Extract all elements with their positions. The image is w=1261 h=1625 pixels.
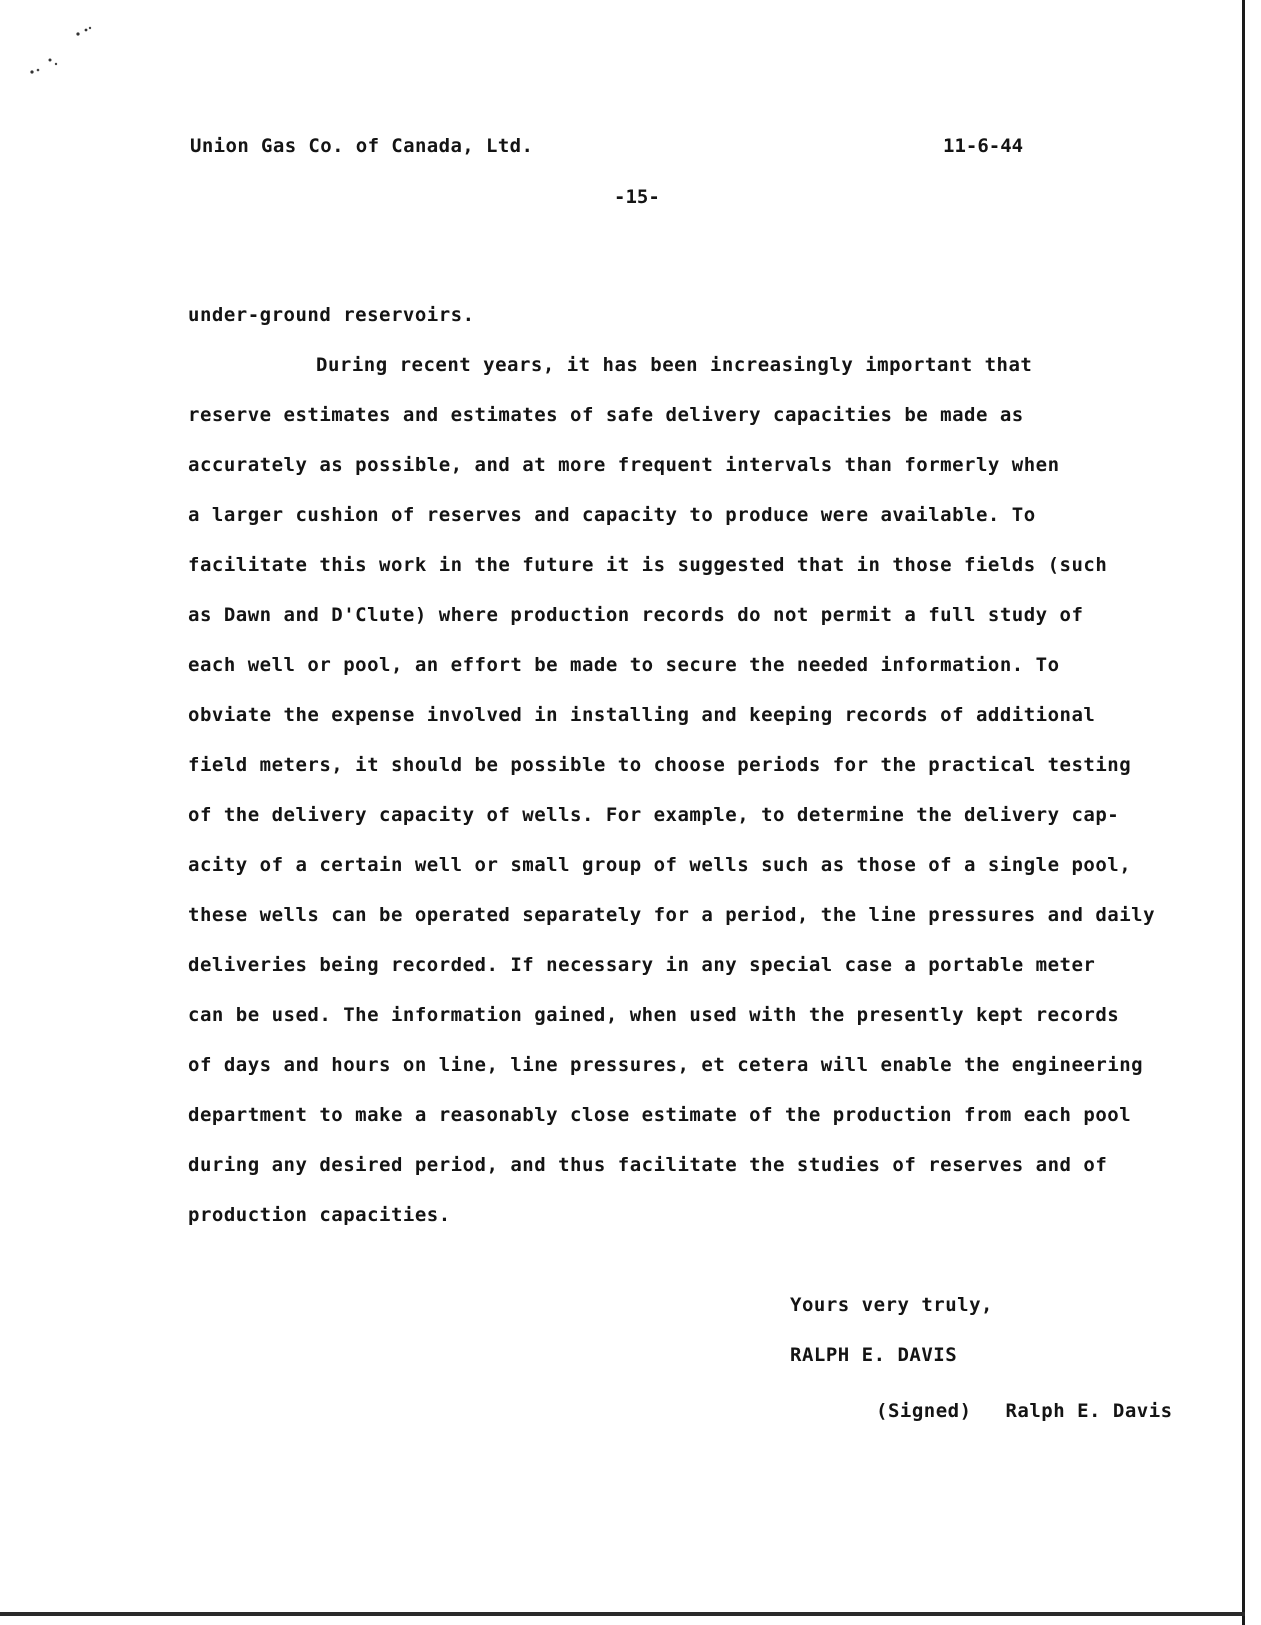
letter-date: 11-6-44 (943, 135, 1024, 157)
body-line: each well or pool, an effort be made to secure the needed information. To (188, 654, 1060, 676)
body-line: facilitate this work in the future it is suggested that in those fields (such (188, 554, 1108, 576)
body-line: accurately as possible, and at more frequent intervals than formerly when (188, 454, 1060, 476)
body-line: department to make a reasonably close estimate of the production from each pool (188, 1104, 1132, 1126)
scan-edge-right (1242, 0, 1245, 1625)
body-line: field meters, it should be possible to choose periods for the practical testing (188, 754, 1132, 776)
page-number: -15- (614, 186, 660, 208)
body-line: of the delivery capacity of wells. For example, to determine the delivery cap- (188, 804, 1120, 826)
scan-specks (20, 20, 100, 90)
body-line: deliveries being recorded. If necessary in any special case a portable meter (188, 954, 1096, 976)
body-line: reserve estimates and estimates of safe delivery capacities be made as (188, 404, 1024, 426)
signer-name: RALPH E. DAVIS (790, 1344, 958, 1366)
body-line: as Dawn and D'Clute) where production records do not permit a full study of (188, 604, 1084, 626)
scan-edge-bottom (0, 1612, 1245, 1616)
body-line: a larger cushion of reserves and capacity to produce were available. To (188, 504, 1036, 526)
body-line: obviate the expense involved in installing and keeping records of additional (188, 704, 1096, 726)
body-line: during any desired period, and thus facilitate the studies of reserves and of (188, 1154, 1108, 1176)
closing-salutation: Yours very truly, (790, 1294, 993, 1316)
signed-name: Ralph E. Davis (1005, 1400, 1173, 1422)
body-line: During recent years, it has been increasingly important that (316, 354, 1033, 376)
body-line: acity of a certain well or small group of wells such as those of a single pool, (188, 854, 1132, 876)
letter-body (188, 290, 1208, 1240)
body-line: under-ground reservoirs. (188, 304, 475, 326)
body-line: of days and hours on line, line pressures, et cetera will enable the engineering (188, 1054, 1144, 1076)
letterhead-company: Union Gas Co. of Canada, Ltd. (190, 135, 534, 157)
body-line: production capacities. (188, 1204, 451, 1226)
body-line: these wells can be operated separately for a period, the line pressures and daily (188, 904, 1156, 926)
closing-block (790, 1280, 993, 1380)
signature-line (876, 1400, 1173, 1422)
signed-label: (Signed) (876, 1400, 972, 1422)
body-line: can be used. The information gained, when used with the presently kept records (188, 1004, 1120, 1026)
